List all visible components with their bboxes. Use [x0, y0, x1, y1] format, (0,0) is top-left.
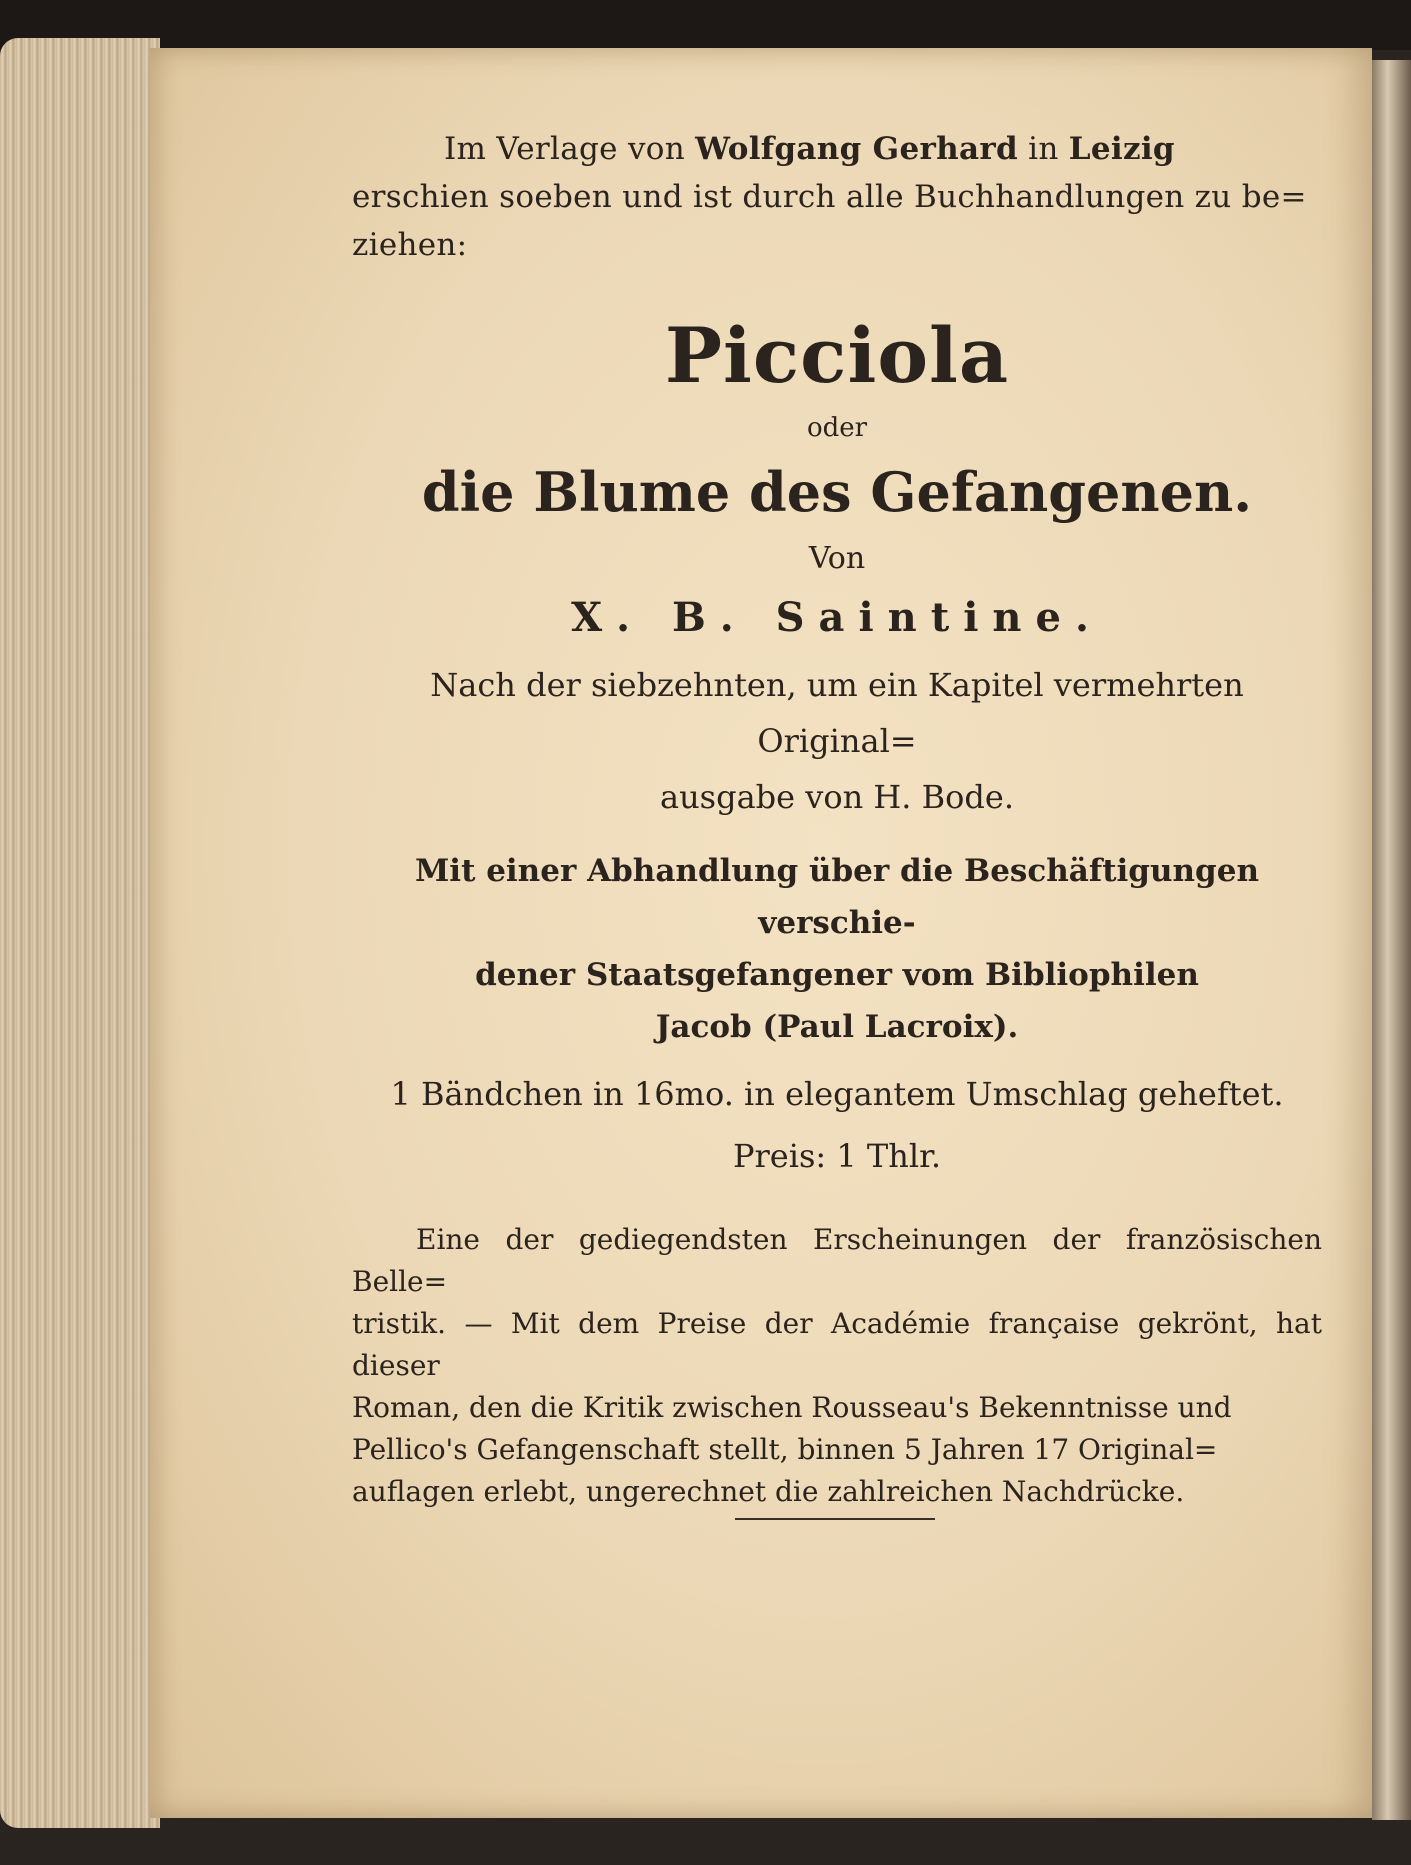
review-paragraph [352, 1219, 1322, 1513]
intro-lead: Im Verlage von [444, 131, 685, 167]
price-label: Preis: 1 Thlr. [732, 1137, 942, 1175]
book-subtitle: die Blume des Gefangenen. [421, 460, 1253, 524]
advertisement-text [352, 125, 1322, 1513]
divider-rule [735, 1518, 935, 1520]
edition-line-1: Nach der siebzehnten, um ein Kapitel vermehrten Original= [430, 666, 1244, 760]
review-line-5: auflagen erlebt, ungerechnet die zahlreichen Nachdrücke. [352, 1475, 1185, 1508]
title-conjunction: oder [806, 413, 868, 443]
publisher-name: Wolfgang Gerhard [695, 131, 1018, 167]
treatise-line-1: Mit einer Abhandlung über die Beschäftigungen verschie- [414, 853, 1259, 941]
intro-line-3: ziehen: [352, 227, 468, 263]
edition-note [352, 657, 1322, 825]
scan-background [0, 0, 1411, 50]
review-line-1: Eine der gediegendsten Erscheinungen der französischen Belle= [352, 1223, 1322, 1298]
intro-paragraph [352, 125, 1322, 269]
publisher-city: Leizig [1068, 131, 1175, 167]
book-title: Picciola [664, 311, 1010, 400]
edition-line-2: ausgabe von H. Bode. [659, 778, 1014, 816]
intro-line-2: erschien soeben und ist durch alle Buchhandlungen zu be= [352, 179, 1307, 215]
intro-in: in [1028, 131, 1059, 167]
treatise-line-2: dener Staatsgefangener vom Bibliophilen [475, 957, 1199, 993]
review-line-2: tristik. — Mit dem Preise der Académie française gekrönt, hat dieser [352, 1307, 1322, 1382]
review-line-4: Pellico's Gefangenschaft stellt, binnen 5 Jahren 17 Original= [352, 1433, 1218, 1466]
treatise-note [352, 845, 1322, 1053]
author-name: X. B. Saintine. [571, 594, 1103, 641]
treatise-line-3: Jacob (Paul Lacroix). [655, 1009, 1019, 1045]
page-right-edge [1372, 60, 1411, 1820]
by-label: Von [808, 541, 866, 576]
page-stack-edge [0, 38, 160, 1828]
volume-format: 1 Bändchen in 16mo. in elegantem Umschlag geheftet. [390, 1075, 1284, 1113]
review-line-3: Roman, den die Kritik zwischen Rousseau's Bekenntnisse und [352, 1391, 1232, 1424]
